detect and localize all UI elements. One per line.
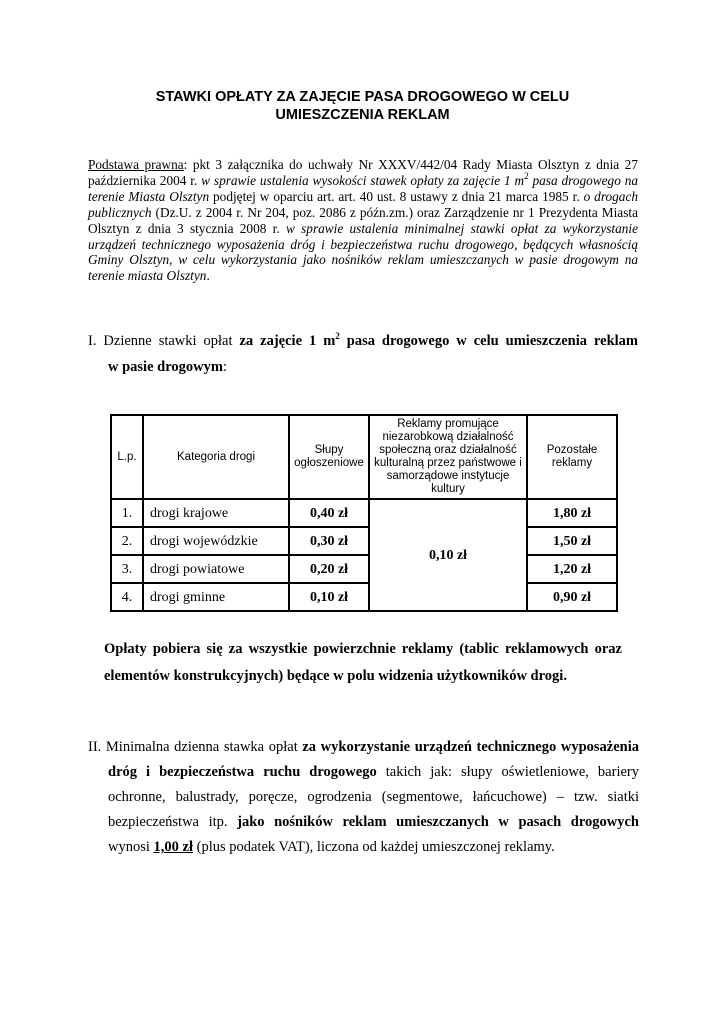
row-category: drogi powiatowe [143, 555, 289, 583]
row-lp: 4. [111, 583, 143, 611]
table-header-row [111, 415, 617, 499]
table-row [111, 555, 617, 583]
intro-superscript: 2 [524, 170, 529, 181]
intro-italic-1: w sprawie ustalenia wysokości stawek opłaty za zajęcie 1 m [201, 172, 525, 188]
row-other-rate: 0,90 zł [527, 583, 617, 611]
section-two-line-1 [88, 735, 639, 760]
section-one-bold-1: za zajęcie 1 m [239, 333, 336, 349]
title-line-1: STAWKI OPŁATY ZA ZAJĘCIE PASA DROGOWEGO W CELU [155, 89, 570, 105]
intro-text-2: podjętej w oparciu art. art. 40 ust. 8 ustawy z dnia 21 marca 1985 r. [209, 188, 584, 204]
fee-note-line-1: Opłaty pobiera się za wszystkie powierzchnie reklamy (tablic reklamowych oraz [104, 641, 622, 657]
section-one-superscript: 2 [335, 331, 340, 341]
row-lp: 3. [111, 555, 143, 583]
intro-text-3: (Dz.U. z 2004 r. Nr 204, poz. 2086 z późn.zm.) oraz Zarządzenie nr 1 Prezydenta Miasta Olsztyn z dnia 3 stycznia 2008 r. [88, 204, 638, 236]
section-two-bold-1b: za wykorzystanie urządzeń technicznego wyposażenia [302, 739, 639, 755]
table-row [111, 527, 617, 555]
section-one-prefix: I. Dzienne stawki opłat [88, 333, 240, 349]
intro-text-1: : pkt 3 załącznika do uchwały Nr XXXV/442/04 Rady Miasta Olsztyn z dnia 27 października 2004 r. [88, 157, 638, 188]
header-nonprofit: Reklamy promujące niezarobkową działalność społeczną oraz działalność kulturalną przez państwowe i samorządowe instytucje kultury [369, 415, 527, 499]
row-poles-rate: 0,20 zł [289, 555, 369, 583]
row-category: drogi gminne [143, 583, 289, 611]
row-poles-rate: 0,10 zł [289, 583, 369, 611]
fee-note-line-2: elementów konstrukcyjnych) będące w polu widzenia użytkowników drogi. [104, 668, 567, 684]
intro-italic-2: pasa drogowego na terenie Miasta Olsztyn [88, 172, 639, 204]
legal-basis-paragraph [88, 157, 638, 284]
section-two-paragraph [88, 735, 639, 860]
row-other-rate: 1,20 zł [527, 555, 617, 583]
intro-text-4: . [206, 268, 210, 284]
section-two-text-2b: takich jak: słupy oświetleniowe, bariery [376, 764, 639, 780]
section-one-heading [88, 328, 638, 380]
row-poles-rate: 0,40 zł [289, 499, 369, 527]
section-one-suffix: : [222, 359, 227, 375]
row-lp: 1. [111, 499, 143, 527]
section-one-line-2 [88, 354, 638, 380]
title-line-2: UMIESZCZENIA REKLAM [275, 107, 450, 123]
section-two-text-5b: (plus podatek VAT), liczona od każdej umieszczonej reklamy. [193, 839, 555, 855]
intro-italic-4: w sprawie ustalenia minimalnej stawki opłat za wykorzystanie urządzeń technicznego wyposażenia dróg i bezpieczeństwa ruchu drogowego, będących własnością Gminy Olsztyn, w celu wykorzystania jako nośników reklam umieszczanych w pasie drogowym na terenie miasta Olsztyn [88, 220, 638, 284]
section-two-bold-2a: dróg i bezpieczeństwa ruchu drogowego [108, 764, 377, 780]
section-one-bold-3: w pasie drogowym [108, 359, 223, 375]
section-two-bold-4b: jako nośników reklam umieszczanych w pasach drogowych [237, 814, 639, 830]
section-two-line-5 [88, 835, 639, 860]
row-lp: 2. [111, 527, 143, 555]
section-two-text-1a: II. Minimalna dzienna stawka opłat [88, 739, 303, 755]
row-poles-rate: 0,30 zł [289, 527, 369, 555]
row-other-rate: 1,80 zł [527, 499, 617, 527]
intro-italic-3: o drogach publicznych [88, 188, 638, 220]
section-two-line-4 [88, 810, 639, 835]
fee-note [104, 636, 622, 690]
table-row [111, 583, 617, 611]
section-one-line-1 [88, 328, 638, 354]
nonprofit-rate-cell: 0,10 zł [369, 499, 527, 611]
rates-table [110, 414, 618, 612]
header-lp: L.p. [111, 415, 143, 499]
section-two-text-5a: wynosi [108, 839, 154, 855]
legal-basis-label: Podstawa prawna [88, 157, 184, 172]
section-two-text-4a: bezpieczeństwa itp. [108, 814, 238, 830]
row-other-rate: 1,50 zł [527, 527, 617, 555]
section-one-bold-2: pasa drogowego w celu umieszczenia reklam [339, 333, 638, 349]
section-two-line-2 [88, 760, 639, 785]
header-poles: Słupy ogłoszeniowe [289, 415, 369, 499]
row-category: drogi krajowe [143, 499, 289, 527]
header-category: Kategoria drogi [143, 415, 289, 499]
document-title [90, 88, 635, 124]
minimum-rate-amount: 1,00 zł [153, 839, 193, 855]
row-category: drogi wojewódzkie [143, 527, 289, 555]
section-two-line-3: ochronne, balustrady, poręcze, ogrodzenia (segmentowe, łańcuchowe) – tzw. siatki [108, 789, 639, 805]
table-row [111, 499, 617, 527]
header-other: Pozostałe reklamy [527, 415, 617, 499]
